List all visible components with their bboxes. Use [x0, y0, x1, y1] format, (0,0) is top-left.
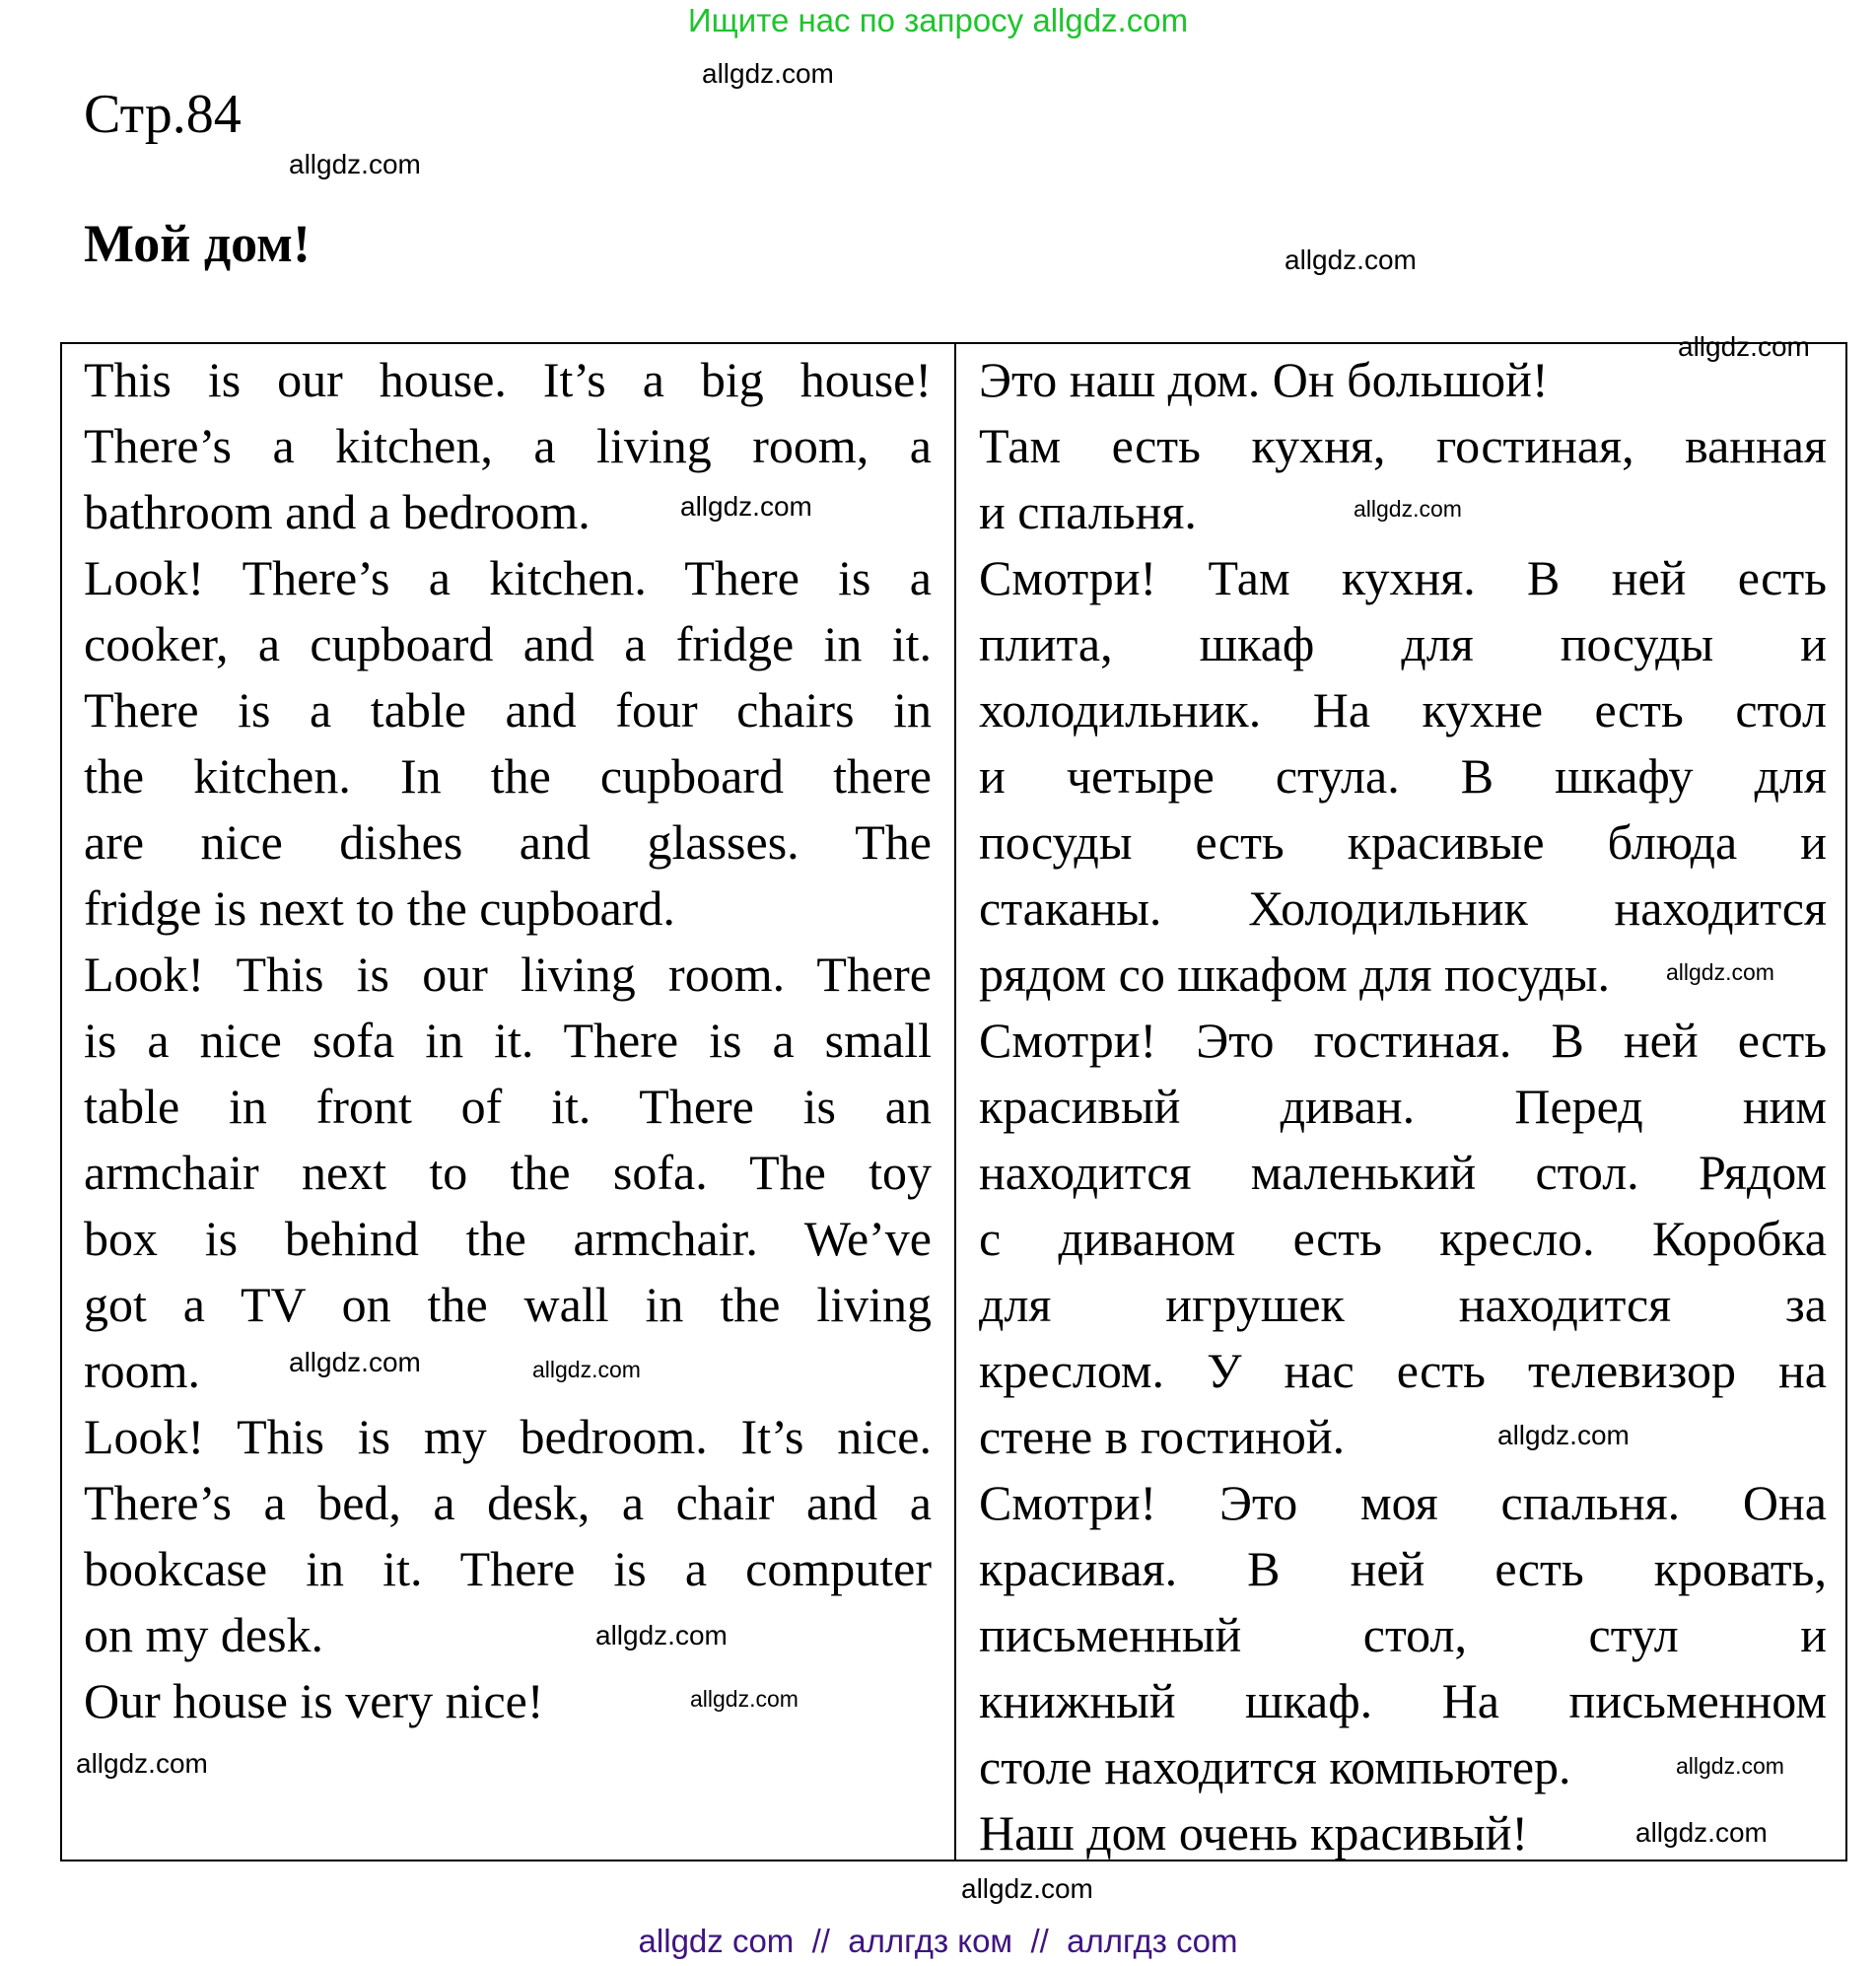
english-text-line: is a nice sofa in it. There is a small: [84, 1013, 932, 1068]
russian-text-line: для игрушек находится за: [979, 1277, 1827, 1332]
watermark: allgdz.com: [961, 1873, 1093, 1904]
column-divider: [954, 342, 956, 1861]
watermark: allgdz.com: [1676, 1753, 1784, 1779]
english-text-line: Look! This is my bedroom. It’s nice.: [84, 1409, 932, 1464]
russian-text-line: Смотри! Это моя спальня. Она: [979, 1475, 1827, 1530]
russian-text-line: столе находится компьютер.: [979, 1739, 1571, 1794]
watermark: allgdz.com: [702, 58, 834, 89]
search-banner: Ищите нас по запросу allgdz.com: [687, 2, 1189, 38]
watermark: allgdz.com: [1635, 1817, 1768, 1848]
russian-text-line: холодильник. На кухне есть стол: [979, 682, 1827, 737]
russian-text-line: с диваном есть кресло. Коробка: [979, 1211, 1827, 1266]
watermark: allgdz.com: [1497, 1420, 1630, 1450]
russian-text-line: Смотри! Там кухня. В ней есть: [979, 550, 1827, 605]
russian-text-line: и четыре стула. В шкафу для: [979, 748, 1827, 804]
english-text-line: There’s a bed, a desk, a chair and a: [84, 1475, 932, 1530]
russian-text-line: креслом. У нас есть телевизор на: [979, 1343, 1827, 1398]
russian-text-line: книжный шкаф. На письменном: [979, 1673, 1827, 1728]
english-text-line: armchair next to the sofa. The toy: [84, 1145, 932, 1200]
english-text-line: room.: [84, 1343, 201, 1398]
russian-text-line: находится маленький стол. Рядом: [979, 1145, 1827, 1200]
russian-text-line: рядом со шкафом для посуды.: [979, 947, 1610, 1002]
russian-text-line: посуды есть красивые блюда и: [979, 814, 1827, 870]
english-text-line: fridge is next to the cupboard.: [84, 880, 675, 936]
watermark: allgdz.com: [690, 1686, 799, 1712]
russian-text-line: стене в гостиной.: [979, 1409, 1346, 1464]
english-text-line: on my desk.: [84, 1607, 324, 1662]
bottom-banner: allgdz com // аллгдз ком // аллгдз com: [638, 1923, 1238, 1959]
russian-text-line: Это наш дом. Он большой!: [979, 352, 1549, 407]
watermark: allgdz.com: [1666, 959, 1774, 985]
russian-text-line: Наш дом очень красивый!: [979, 1805, 1529, 1861]
page-title: Мой дом!: [84, 214, 311, 273]
watermark: allgdz.com: [76, 1748, 208, 1779]
english-text-line: bookcase in it. There is a computer: [84, 1541, 932, 1596]
russian-text-line: плита, шкаф для посуды и: [979, 616, 1827, 671]
english-text-line: Look! There’s a kitchen. There is a: [84, 550, 932, 605]
watermark: allgdz.com: [1354, 496, 1462, 522]
russian-text-line: письменный стол, стул и: [979, 1607, 1827, 1662]
russian-text-line: Там есть кухня, гостиная, ванная: [979, 418, 1827, 473]
watermark: allgdz.com: [680, 491, 812, 522]
english-text-line: Our house is very nice!: [84, 1673, 544, 1728]
english-text-line: the kitchen. In the cupboard there: [84, 748, 932, 804]
russian-text-column: [979, 347, 1827, 1866]
watermark: allgdz.com: [289, 1347, 421, 1377]
english-text-line: There’s a kitchen, a living room, a: [84, 418, 932, 473]
watermark: allgdz.com: [595, 1620, 728, 1650]
watermark: allgdz.com: [532, 1357, 641, 1382]
english-text-line: This is our house. It’s a big house!: [84, 352, 932, 407]
english-text-line: bathroom and a bedroom.: [84, 484, 591, 539]
russian-text-line: красивый диван. Перед ним: [979, 1079, 1827, 1134]
russian-text-line: красивая. В ней есть кровать,: [979, 1541, 1827, 1596]
page-number: Стр.84: [84, 84, 242, 145]
english-text-column: [84, 347, 932, 1734]
english-text-line: are nice dishes and glasses. The: [84, 814, 932, 870]
english-text-line: table in front of it. There is an: [84, 1079, 932, 1134]
watermark: allgdz.com: [289, 149, 421, 179]
english-text-line: Look! This is our living room. There: [84, 947, 932, 1002]
russian-text-line: Смотри! Это гостиная. В ней есть: [979, 1013, 1827, 1068]
english-text-line: cooker, a cupboard and a fridge in it.: [84, 616, 932, 671]
english-text-line: box is behind the armchair. We’ve: [84, 1211, 932, 1266]
russian-text-line: стаканы. Холодильник находится: [979, 880, 1827, 936]
english-text-line: There is a table and four chairs in: [84, 682, 932, 737]
watermark: allgdz.com: [1678, 331, 1810, 362]
watermark: allgdz.com: [1285, 245, 1417, 275]
russian-text-line: и спальня.: [979, 484, 1197, 539]
english-text-line: got a TV on the wall in the living: [84, 1277, 932, 1332]
